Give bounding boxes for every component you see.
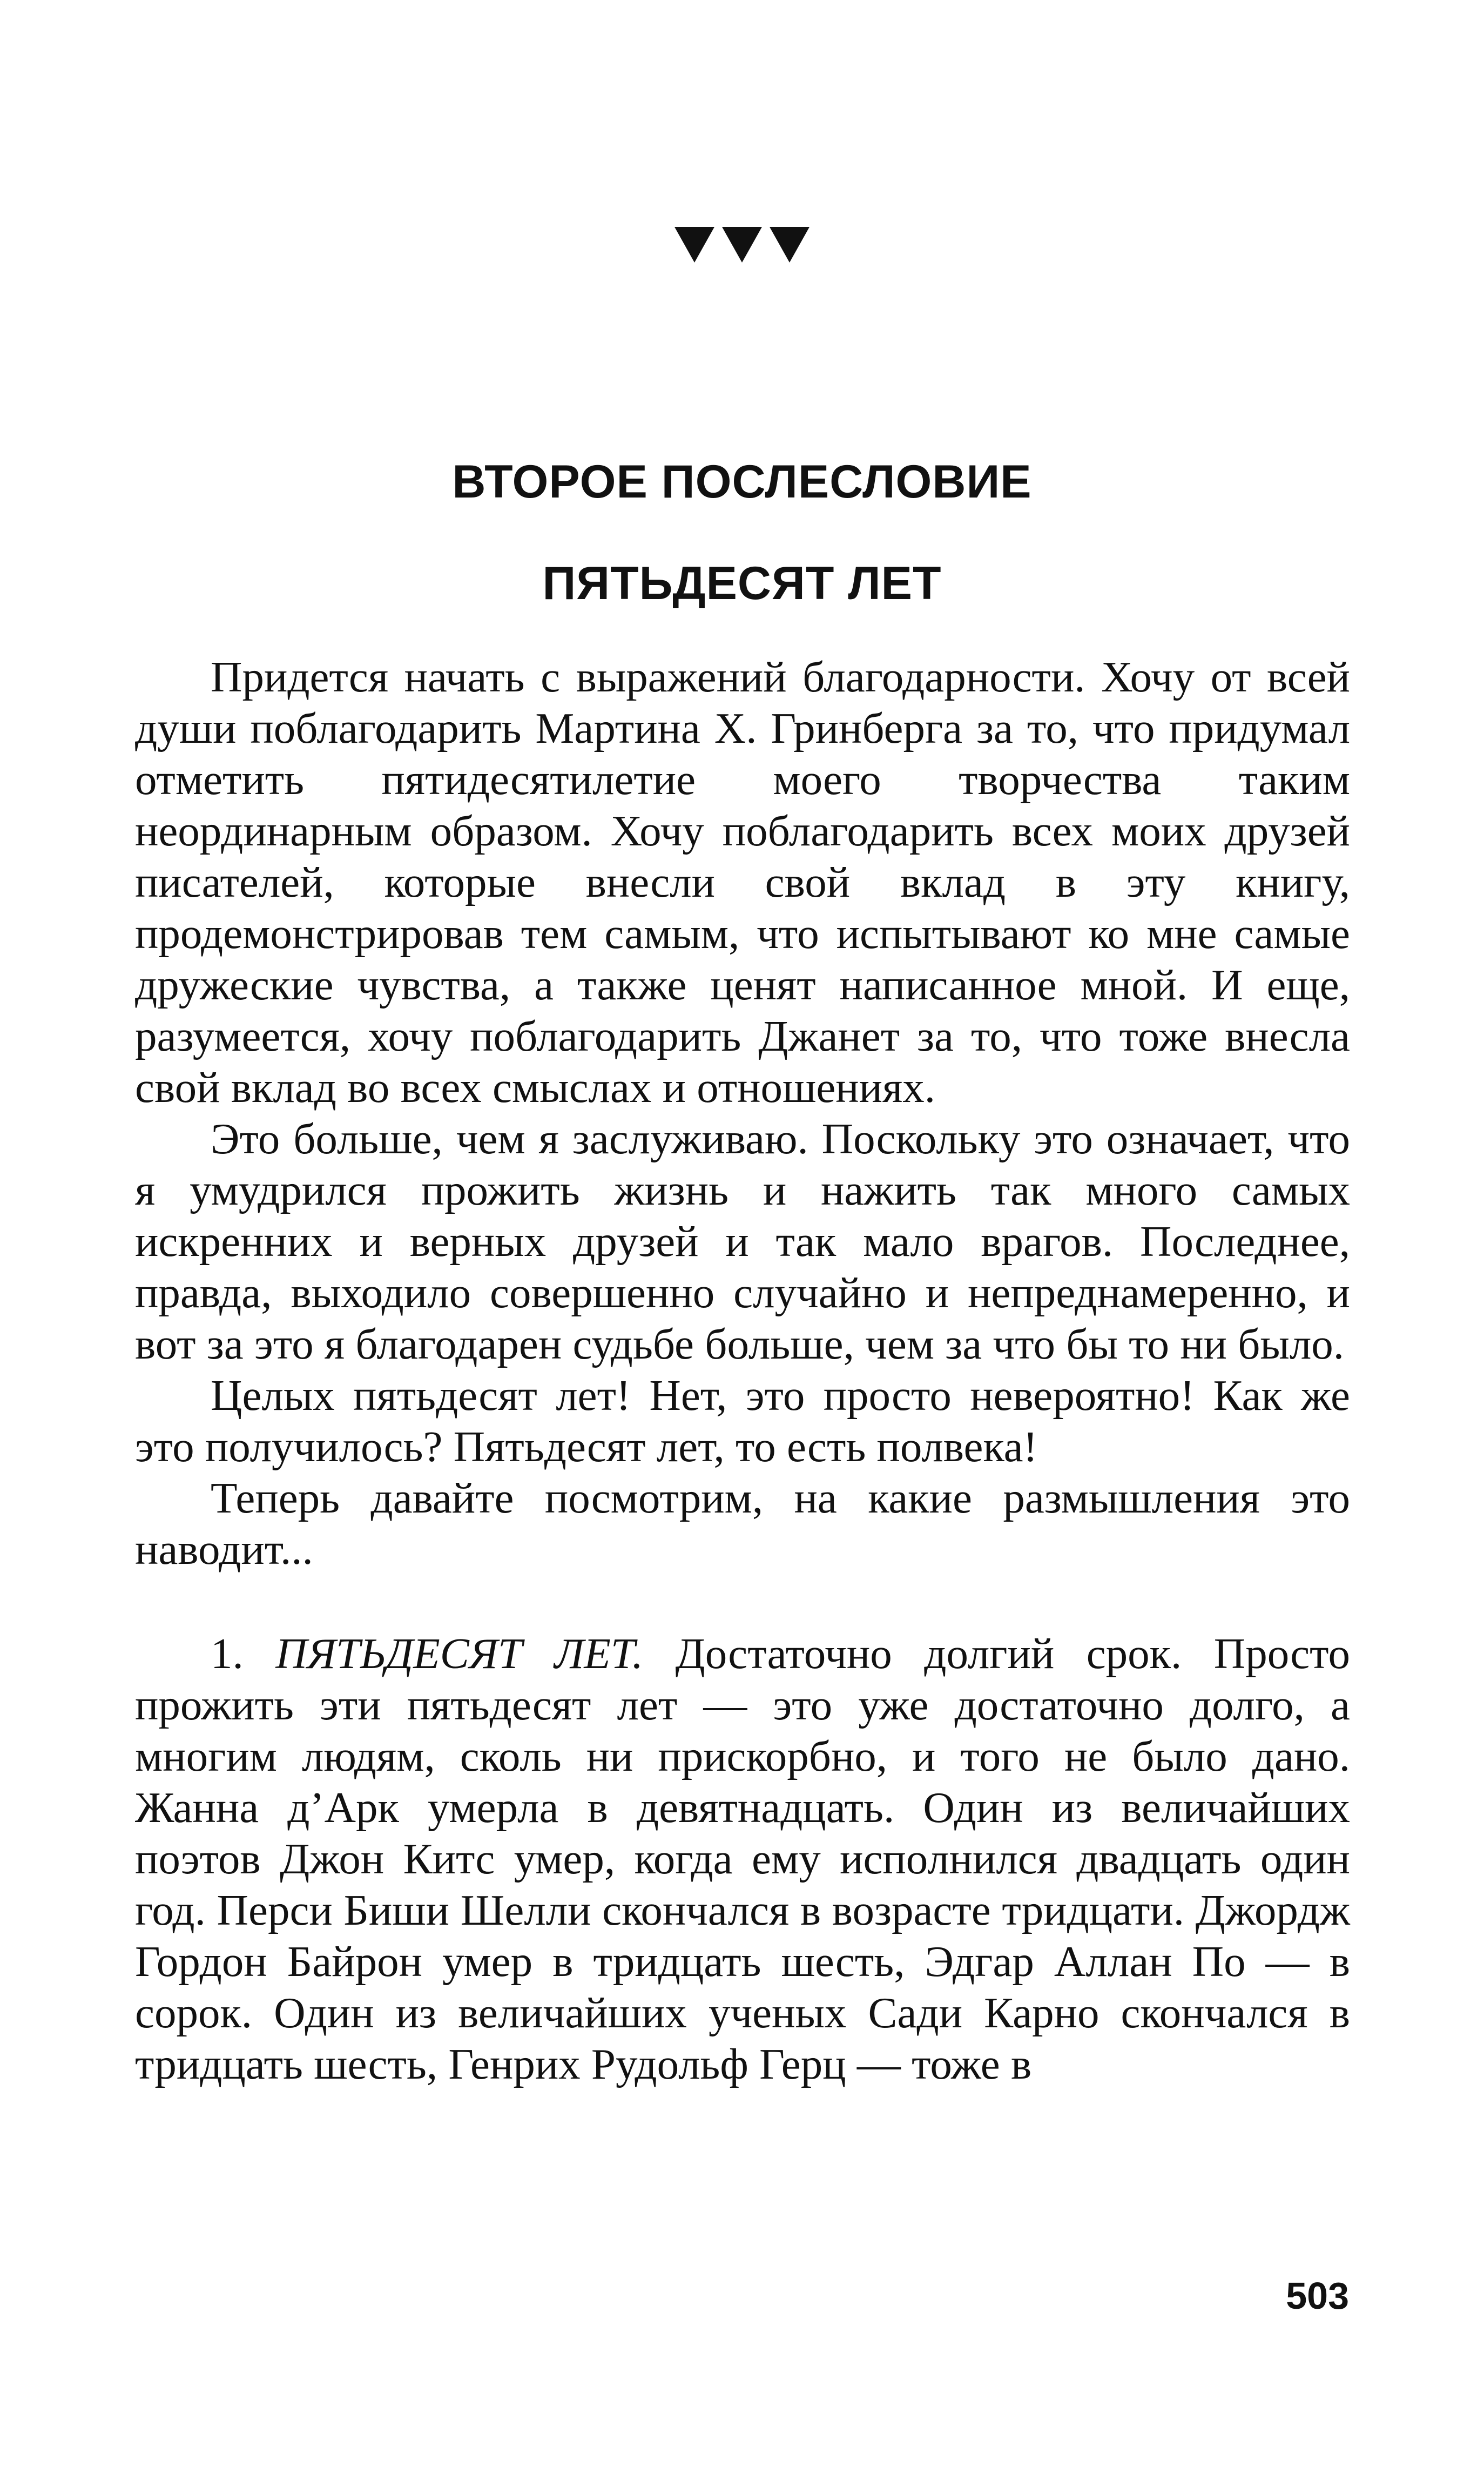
item-number: 1.: [211, 1629, 244, 1678]
triangle-icon: [674, 227, 714, 263]
section-title: ВТОРОЕ ПОСЛЕСЛОВИЕ: [452, 456, 1032, 508]
paragraph-4: Теперь давайте посмотрим, на какие размышления это наводит...: [135, 1474, 1350, 1574]
paragraph-2: Это больше, чем я заслуживаю. Поскольку это означает, что я умудрился прожить жизнь и нажить так много самых искренних и верных друзей и так мало врагов. Последнее, правда, выходило совершенно случайно и непреднамеренно, и вот за это я благодарен судьбе больше, чем за что бы то ни было.: [135, 1114, 1350, 1368]
item-title: ПЯТЬДЕСЯТ ЛЕТ.: [275, 1629, 644, 1678]
paragraph-1: Придется начать с выражений благодарности. Хочу от всей души поблагодарить Мартина Х. Гринберга за то, что придумал отметить пятидесятилетие моего творчества таким неординарным образом. Хочу поблагодарить всех моих друзей писателей, которые внесли свой вклад в эту книгу, продемонстрировав тем самым, что испытывают ко мне самые дружеские чувства, а также ценят написанное мной. И еще, разумеется, хочу поблагодарить Джанет за то, что тоже внесла свой вклад во всех смыслах и отношениях.: [135, 653, 1350, 1112]
body-text: [135, 651, 1350, 2090]
section-subtitle: ПЯТЬДЕСЯТ ЛЕТ: [542, 557, 942, 609]
numbered-item-1: [135, 1628, 1350, 2090]
triangle-icon: [770, 227, 810, 263]
paragraph-3: Целых пятьдесят лет! Нет, это просто невероятно! Как же это получилось? Пятьдесят лет, то есть полвека!: [135, 1371, 1350, 1471]
three-down-triangles-icon: [0, 227, 1484, 263]
triangle-icon: [722, 227, 762, 263]
page-number: 503: [1286, 2275, 1349, 2317]
item-text: Достаточно долгий срок. Просто прожить эти пятьдесят лет — это уже достаточно долго, а многим людям, сколь ни прискорбно, и того не было дано. Жанна д’Арк умерла в девятнадцать. Один из величайших поэтов Джон Китс умер, когда ему исполнился двадцать один год. Перси Биши Шелли скончался в возрасте тридцати. Джордж Гордон Байрон умер в тридцать шесть, Эдгар Аллан По — в сорок. Один из величайших ученых Сади Карно скончался в тридцать шесть, Генрих Рудольф Герц — тоже в: [135, 1629, 1351, 2088]
